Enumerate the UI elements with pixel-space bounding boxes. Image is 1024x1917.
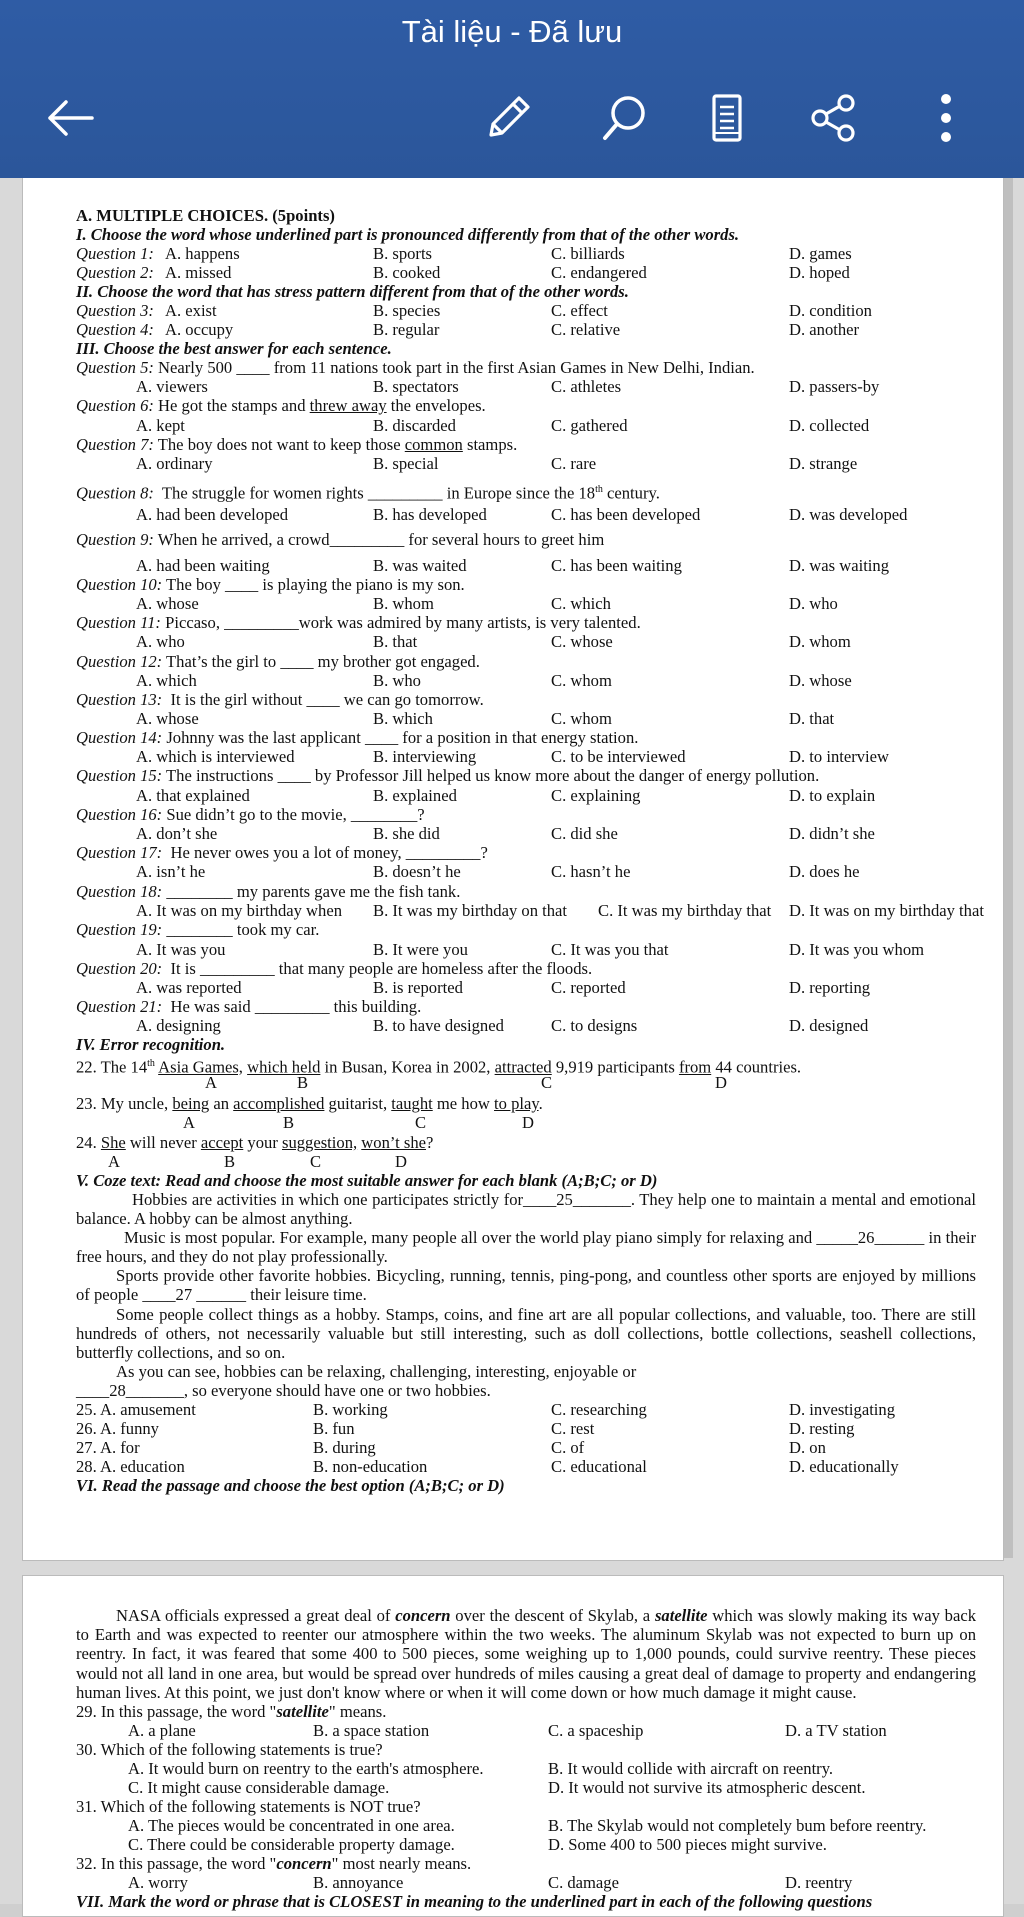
option-d: D. reentry bbox=[785, 1873, 853, 1892]
document-page-1 bbox=[22, 178, 1004, 1561]
question-23: 23. My uncle, being an accomplished guitarist, taught me how to play. bbox=[76, 1094, 543, 1113]
option-c: C. endangered bbox=[551, 263, 647, 282]
question-label: Question 3: bbox=[76, 301, 154, 320]
question-7: Question 7: The boy does not want to keep those common stamps. bbox=[76, 435, 518, 454]
option-c: C. athletes bbox=[551, 377, 622, 396]
option-a: A. which bbox=[136, 671, 197, 690]
option-d: D. was waiting bbox=[789, 556, 890, 575]
option-b: B. which bbox=[373, 709, 433, 728]
option-c: C. which bbox=[551, 594, 611, 613]
option-c: C. relative bbox=[551, 320, 621, 339]
error-label-a: A bbox=[183, 1113, 195, 1132]
question-label: Question 1: bbox=[76, 244, 154, 263]
option-c: C. to designs bbox=[551, 1016, 638, 1035]
option-a: A. kept bbox=[136, 416, 185, 435]
option-d: D. educationally bbox=[789, 1457, 899, 1476]
option-d: D. condition bbox=[789, 301, 872, 320]
option-c: C. effect bbox=[551, 301, 608, 320]
question-16: Question 16: Sue didn’t go to the movie, ________? bbox=[76, 805, 425, 824]
option-d: D. was developed bbox=[789, 505, 908, 524]
option-d: D. who bbox=[789, 594, 838, 613]
option-b: B. was waited bbox=[373, 556, 467, 575]
question-31: 31. Which of the following statements is NOT true? bbox=[76, 1797, 421, 1816]
cloze-paragraph-1: Hobbies are activities in which one participates strictly for____25_______. They help one to maintain a mental and emotional balance. A hobby can be almost anything. bbox=[76, 1190, 976, 1229]
error-label-d: D bbox=[715, 1073, 727, 1092]
question-5: Question 5: Nearly 500 ____ from 11 nations took part in the first Asian Games in New Delhi, Indian. bbox=[76, 358, 755, 377]
option-d: D. whose bbox=[789, 671, 852, 690]
section-6-heading: VI. Read the passage and choose the best option (A;B;C; or D) bbox=[76, 1476, 505, 1495]
question-21: Question 21: He was said _________ this building. bbox=[76, 997, 422, 1016]
option-b: B. It were you bbox=[373, 940, 468, 959]
cloze-paragraph-3: Sports provide other favorite hobbies. Bicycling, running, tennis, ping-pong, and countless other sports are enjoyed by millions of people ____27 ______ their leisure time. bbox=[76, 1266, 976, 1305]
option-b: B. a space station bbox=[313, 1721, 430, 1740]
search-icon[interactable] bbox=[595, 88, 655, 148]
option-a: A. isn’t he bbox=[136, 862, 206, 881]
pencil-icon[interactable] bbox=[478, 88, 538, 148]
option-c: C. whom bbox=[551, 709, 612, 728]
option-a: A. had been developed bbox=[136, 505, 289, 524]
cloze-paragraph-2: Music is most popular. For example, many people all over the world play piano simply for relaxing and _____26______ in their free hours, and they do not play professionally. bbox=[76, 1228, 976, 1267]
more-vertical-icon[interactable] bbox=[916, 88, 976, 148]
option-d: D. games bbox=[789, 244, 852, 263]
error-label-d: D bbox=[522, 1113, 534, 1132]
question-12: Question 12: That’s the girl to ____ my brother got engaged. bbox=[76, 652, 480, 671]
question-9: Question 9: When he arrived, a crowd_________ for several hours to greet him bbox=[76, 530, 605, 549]
option-b: B. interviewing bbox=[373, 747, 477, 766]
option-b: B. has developed bbox=[373, 505, 487, 524]
option-a: A. ordinary bbox=[136, 454, 213, 473]
scrollbar[interactable] bbox=[1003, 178, 1013, 1558]
option-b: B. is reported bbox=[373, 978, 463, 997]
option-a: A. The pieces would be concentrated in one area. bbox=[128, 1816, 455, 1835]
reading-mode-icon[interactable] bbox=[697, 88, 757, 148]
option-d: D. It was you whom bbox=[789, 940, 925, 959]
option-b: B. to have designed bbox=[373, 1016, 504, 1035]
option-c: C. gathered bbox=[551, 416, 628, 435]
option-d: D. a TV station bbox=[785, 1721, 887, 1740]
option-c: C. billiards bbox=[551, 244, 625, 263]
option-a: A. exist bbox=[165, 301, 217, 320]
option-d: D. investigating bbox=[789, 1400, 896, 1419]
option-c: C. It might cause considerable damage. bbox=[128, 1778, 390, 1797]
option-d: D. on bbox=[789, 1438, 826, 1457]
option-b: B. It would collide with aircraft on reentry. bbox=[548, 1759, 834, 1778]
error-label-b: B bbox=[224, 1152, 236, 1171]
question-24: 24. She will never accept your suggestion, won’t she? bbox=[76, 1133, 434, 1152]
question-10: Question 10: The boy ____ is playing the piano is my son. bbox=[76, 575, 465, 594]
option-d: D. whom bbox=[789, 632, 851, 651]
document-title: Tài liệu - Đã lưu bbox=[401, 14, 623, 49]
option-d: D. passers-by bbox=[789, 377, 880, 396]
option-b: B. sports bbox=[373, 244, 433, 263]
option-a: A. had been waiting bbox=[136, 556, 270, 575]
app-bar bbox=[0, 0, 1024, 178]
question-22: 22. The 14th Asia Games, which held in Busan, Korea in 2002, attracted 9,919 participants from 44 countries. bbox=[76, 1057, 802, 1077]
section-3-heading: III. Choose the best answer for each sentence. bbox=[76, 339, 392, 358]
question-14: Question 14: Johnny was the last applicant ____ for a position in that energy station. bbox=[76, 728, 639, 747]
option-b: B. fun bbox=[313, 1419, 355, 1438]
option-b: B. doesn’t he bbox=[373, 862, 461, 881]
cloze-paragraph-5a: As you can see, hobbies can be relaxing, challenging, interesting, enjoyable or bbox=[116, 1362, 637, 1381]
question-19: Question 19: ________ took my car. bbox=[76, 920, 320, 939]
option-c: C. rare bbox=[551, 454, 597, 473]
error-label-c: C bbox=[541, 1073, 553, 1092]
error-label-a: A bbox=[108, 1152, 120, 1171]
option-c: C. did she bbox=[551, 824, 618, 843]
section-a-heading: A. MULTIPLE CHOICES. (5points) bbox=[76, 206, 335, 225]
option-d: D. designed bbox=[789, 1016, 869, 1035]
option-a: A. don’t she bbox=[136, 824, 218, 843]
option-b: B. explained bbox=[373, 786, 457, 805]
option-d: D. to interview bbox=[789, 747, 890, 766]
option-b: B. that bbox=[373, 632, 418, 651]
option-b: B. spectators bbox=[373, 377, 459, 396]
option-a: A. happens bbox=[165, 244, 240, 263]
question-label: Question 4: bbox=[76, 320, 154, 339]
option-c: C. to be interviewed bbox=[551, 747, 686, 766]
option-d: D. didn’t she bbox=[789, 824, 875, 843]
option-c: C. has been developed bbox=[551, 505, 701, 524]
error-label-d: D bbox=[395, 1152, 407, 1171]
question-18: Question 18: ________ my parents gave me the fish tank. bbox=[76, 882, 461, 901]
option-b: B. non-education bbox=[313, 1457, 428, 1476]
question-6: Question 6: He got the stamps and threw away the envelopes. bbox=[76, 396, 486, 415]
option-d: D. strange bbox=[789, 454, 858, 473]
reading-passage: NASA officials expressed a great deal of concern over the descent of Skylab, a satellite which was slowly making its way back to Earth and was expected to reenter our atmosphere within the two weeks. The aluminum Skylab was not expected to burn up on reentry. In fact, it was feared that some 400 to 500 pieces, some weighing up to 1,000 pounds, could survive reentry. These pieces would not all land in one area, but would be spread over hundreds of miles causing a great deal of damage to property and endangering human lives. At this point, we just don't know where or when it will come down or how much damage it might cause. bbox=[76, 1606, 977, 1702]
option-d: D. does he bbox=[789, 862, 860, 881]
option-a: 25. A. amusement bbox=[76, 1400, 196, 1419]
option-d: D. that bbox=[789, 709, 835, 728]
option-c: C. rest bbox=[551, 1419, 595, 1438]
section-1-heading: I. Choose the word whose underlined part is pronounced differently from that of the other words. bbox=[76, 225, 740, 244]
option-a: A. viewers bbox=[136, 377, 208, 396]
option-b: B. discarded bbox=[373, 416, 456, 435]
option-b: B. cooked bbox=[373, 263, 441, 282]
option-d: D. It was on my birthday that bbox=[789, 901, 984, 920]
option-c: C. It was you that bbox=[551, 940, 669, 959]
question-30: 30. Which of the following statements is true? bbox=[76, 1740, 383, 1759]
option-d: D. It would not survive its atmospheric descent. bbox=[548, 1778, 866, 1797]
option-c: C. It was my birthday that bbox=[598, 901, 772, 920]
option-a: A. a plane bbox=[128, 1721, 196, 1740]
option-c: C. of bbox=[551, 1438, 585, 1457]
option-b: B. The Skylab would not completely bum before reentry. bbox=[548, 1816, 927, 1835]
question-11: Question 11: Piccaso, _________work was admired by many artists, is very talented. bbox=[76, 613, 641, 632]
option-a: A. whose bbox=[136, 594, 199, 613]
question-17: Question 17: He never owes you a lot of money, _________? bbox=[76, 843, 488, 862]
option-c: C. has been waiting bbox=[551, 556, 682, 575]
section-5-heading: V. Coze text: Read and choose the most suitable answer for each blank (A;B;C; or D) bbox=[76, 1171, 658, 1190]
question-29: 29. In this passage, the word "satellite" means. bbox=[76, 1702, 387, 1721]
option-a: A. was reported bbox=[136, 978, 242, 997]
section-4-heading: IV. Error recognition. bbox=[76, 1035, 226, 1054]
question-15: Question 15: The instructions ____ by Professor Jill helped us know more about the danger of energy pollution. bbox=[76, 766, 820, 785]
option-a: 28. A. education bbox=[76, 1457, 185, 1476]
option-a: A. designing bbox=[136, 1016, 221, 1035]
error-label-b: B bbox=[297, 1073, 309, 1092]
option-d: D. collected bbox=[789, 416, 870, 435]
option-c: C. reported bbox=[551, 978, 626, 997]
back-arrow-icon[interactable] bbox=[40, 88, 100, 148]
option-a: A. It was you bbox=[136, 940, 226, 959]
option-b: B. regular bbox=[373, 320, 440, 339]
option-b: B. during bbox=[313, 1438, 376, 1457]
error-label-c: C bbox=[310, 1152, 322, 1171]
error-label-c: C bbox=[415, 1113, 427, 1132]
option-a: A. occupy bbox=[165, 320, 234, 339]
question-label: Question 2: bbox=[76, 263, 154, 282]
option-b: B. whom bbox=[373, 594, 434, 613]
option-a: A. which is interviewed bbox=[136, 747, 295, 766]
option-c: C. hasn’t he bbox=[551, 862, 631, 881]
option-b: B. who bbox=[373, 671, 421, 690]
option-a: A. worry bbox=[128, 1873, 188, 1892]
option-d: D. to explain bbox=[789, 786, 876, 805]
option-d: D. Some 400 to 500 pieces might survive. bbox=[548, 1835, 827, 1854]
question-8: Question 8: The struggle for women rights _________ in Europe since the 18th century. bbox=[76, 483, 660, 503]
option-c: C. whom bbox=[551, 671, 612, 690]
option-d: D. hoped bbox=[789, 263, 850, 282]
option-a: A. that explained bbox=[136, 786, 250, 805]
document-page-2 bbox=[22, 1575, 1004, 1917]
option-b: B. annoyance bbox=[313, 1873, 404, 1892]
option-b: B. she did bbox=[373, 824, 440, 843]
option-b: B. special bbox=[373, 454, 439, 473]
option-a: A. It would burn on reentry to the earth's atmosphere. bbox=[128, 1759, 484, 1778]
option-a: A. who bbox=[136, 632, 185, 651]
option-d: D. reporting bbox=[789, 978, 871, 997]
option-d: D. resting bbox=[789, 1419, 855, 1438]
section-7-heading: VII. Mark the word or phrase that is CLOSEST in meaning to the underlined part in each of the following questions bbox=[76, 1892, 873, 1911]
cloze-paragraph-5b: ____28_______, so everyone should have one or two hobbies. bbox=[76, 1381, 491, 1400]
error-label-a: A bbox=[205, 1073, 217, 1092]
option-a: A. missed bbox=[165, 263, 232, 282]
option-a: A. It was on my birthday when bbox=[136, 901, 343, 920]
option-b: B. working bbox=[313, 1400, 388, 1419]
option-c: C. whose bbox=[551, 632, 613, 651]
option-d: D. another bbox=[789, 320, 860, 339]
section-2-heading: II. Choose the word that has stress pattern different from that of the other words. bbox=[76, 282, 629, 301]
option-a: A. whose bbox=[136, 709, 199, 728]
option-b: B. species bbox=[373, 301, 441, 320]
question-32: 32. In this passage, the word "concern" most nearly means. bbox=[76, 1854, 472, 1873]
error-label-b: B bbox=[283, 1113, 295, 1132]
share-icon[interactable] bbox=[804, 88, 864, 148]
option-c: C. explaining bbox=[551, 786, 641, 805]
option-c: C. researching bbox=[551, 1400, 647, 1419]
option-c: C. educational bbox=[551, 1457, 647, 1476]
option-b: B. It was my birthday on that bbox=[373, 901, 568, 920]
question-13: Question 13: It is the girl without ____ we can go tomorrow. bbox=[76, 690, 484, 709]
option-a: 26. A. funny bbox=[76, 1419, 159, 1438]
option-c: C. a spaceship bbox=[548, 1721, 644, 1740]
question-20: Question 20: It is _________ that many people are homeless after the floods. bbox=[76, 959, 593, 978]
option-a: 27. A. for bbox=[76, 1438, 140, 1457]
option-c: C. There could be considerable property damage. bbox=[128, 1835, 455, 1854]
option-c: C. damage bbox=[548, 1873, 619, 1892]
cloze-paragraph-4: Some people collect things as a hobby. Stamps, coins, and fine art are all popular collections, and valuable, too. There are still hundreds of others, not necessarily valuable but still interesting, such as doll collections, bottle collections, seashell collections, butterfly collections, and so on. bbox=[76, 1305, 976, 1363]
